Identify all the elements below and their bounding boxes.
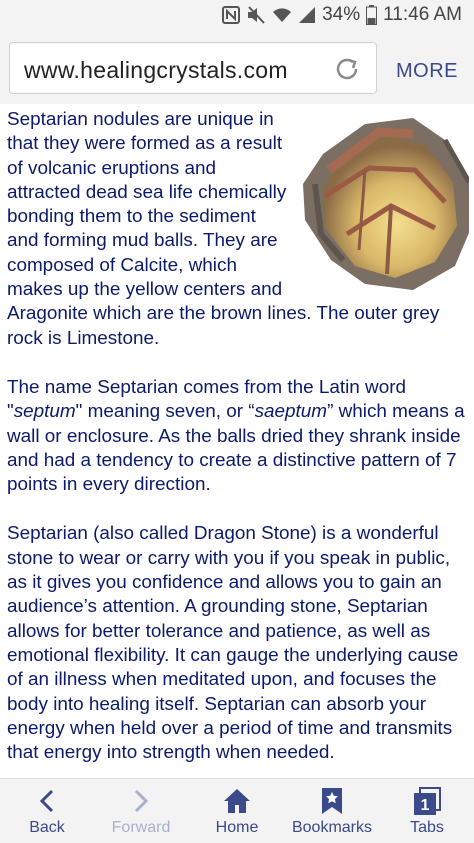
article-content [7, 108, 469, 773]
tabs-button[interactable] [380, 779, 474, 843]
back-label: Back [29, 819, 65, 836]
more-button[interactable]: MORE [396, 60, 458, 82]
home-label: Home [215, 819, 259, 836]
back-button[interactable] [0, 779, 94, 843]
back-chevron-icon [0, 787, 94, 815]
saeptum-word: saeptum [254, 401, 328, 423]
home-button[interactable] [190, 779, 284, 843]
clock: 11:46 AM [383, 4, 462, 25]
septum-word: septum [13, 401, 76, 423]
mute-icon [246, 6, 266, 24]
reload-icon[interactable] [332, 54, 362, 89]
browser-toolbar [0, 32, 474, 104]
paragraph-3: Septarian (also called Dragon Stone) is a wonderful stone to wear or carry with you if you speak in public, as it gives you confidence and allows you to gain an audience’s attention. A grounding stone, Septarian allows for better tolerance and patience, as well as emotional flexibility. It can gauge the underlying cause of an illness when meditated upon, and focuses the body into healing itself. Septarian can absorb your energy when held over a period of time and transmits that energy into strength when needed. [7, 523, 459, 764]
nfc-icon [222, 6, 240, 24]
paragraph-2: The name Septarian comes from the Latin word "septum" meaning seven, or “saeptum” which means a wall or enclosure. As the balls dried they shrank inside and had a tendency to create a distinctive pattern of 7 points in every direction. [7, 376, 465, 496]
url-text[interactable]: www.healingcrystals.com [24, 57, 288, 83]
septarian-stone-image [295, 110, 469, 294]
bookmark-star-icon [284, 787, 380, 815]
forward-chevron-icon [94, 787, 188, 815]
tab-count: 1 [420, 797, 430, 814]
forward-label: Forward [111, 819, 171, 836]
bottom-navigation [0, 778, 474, 843]
address-bar[interactable] [9, 42, 377, 94]
battery-icon [366, 5, 377, 25]
wifi-icon [272, 6, 292, 24]
tabs-label: Tabs [410, 819, 444, 836]
forward-button[interactable] [94, 779, 188, 843]
tabs-icon [380, 787, 474, 815]
bookmarks-button[interactable] [284, 779, 380, 843]
battery-percent: 34% [322, 4, 361, 25]
paragraph-1: Septarian nodules are unique in that they were formed as a result of volcanic eruptions and attracted dead sea life chemically bonding them to the sediment and forming mud balls. They are composed of Calcite, which makes up the yellow centers and Aragonite which are the brown lines. The outer grey rock is Limestone. [7, 109, 440, 349]
status-icons [222, 4, 474, 26]
home-icon [190, 787, 284, 815]
signal-icon [298, 6, 316, 24]
status-bar [0, 0, 474, 32]
bookmarks-label: Bookmarks [291, 819, 373, 836]
